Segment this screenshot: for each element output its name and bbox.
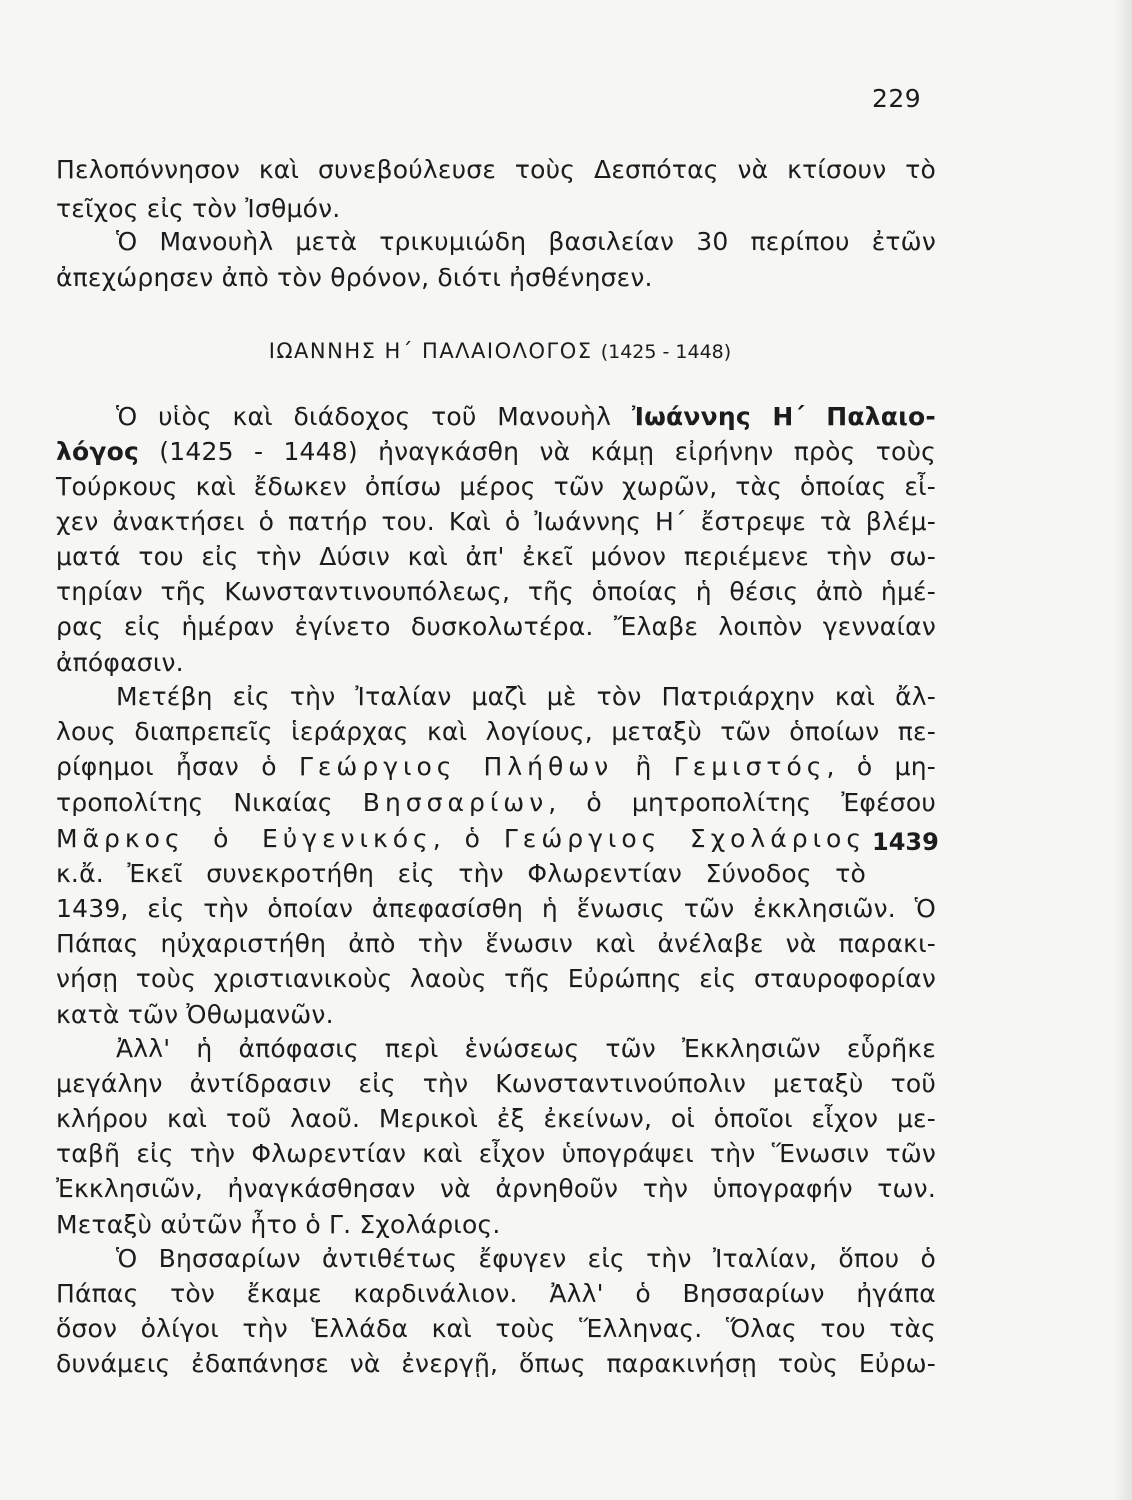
text-line: Πελοπόννησον καὶ συνεβούλευσε τοὺς Δεσπότας νὰ κτίσουν τὸ — [56, 155, 936, 184]
emphasized-name: λόγος — [56, 437, 140, 466]
text-span: (1425 - 1448) ἠναγκάσθη νὰ κάμῃ εἰρήνην πρὸς τοὺς — [139, 437, 936, 466]
text-line: ὅσον ὀλίγοι τὴν Ἑλλάδα καὶ τοὺς Ἕλληνας. Ὅλας του τὰς — [56, 1314, 936, 1343]
text-span: ρίφημοι ἦσαν ὁ — [56, 752, 299, 781]
text-line: ἀπόφασιν. — [56, 648, 184, 677]
text-line: ἀπεχώρησεν ἀπὸ τὸν θρόνον, διότι ἠσθένησεν. — [56, 263, 653, 292]
text-line: Ἐκκλησιῶν, ἠναγκάσθησαν νὰ ἀρνηθοῦν τὴν ὑπογραφήν των. — [56, 1174, 936, 1203]
text-line: Πάπας τὸν ἔκαμε καρδινάλιον. Ἀλλ' ὁ Βησσαρίων ἠγάπα — [56, 1279, 936, 1308]
text-line: Ὁ Βησσαρίων ἀντιθέτως ἔφυγεν εἰς τὴν Ἰταλίαν, ὅπου ὁ — [116, 1244, 936, 1273]
text-line — [56, 435, 936, 469]
text-span: , ὁ — [432, 824, 504, 853]
text-line: 1439, εἰς τὴν ὁποίαν ἀπεφασίσθη ἡ ἕνωσις τῶν ἐκκλησιῶν. Ὁ — [56, 894, 936, 923]
margin-year-note: 1439 — [872, 828, 939, 856]
text-span: ἢ — [613, 752, 674, 781]
heading-years: (1425 - 1448) — [600, 341, 732, 363]
heading-title: ΙΩΑΝΝΗΣ Η΄ ΠΑΛΑΙΟΛΟΓΟΣ — [268, 339, 593, 363]
text-line: δυνάμεις ἐδαπάνησε νὰ ἐνεργῇ, ὅπως παρακινήσῃ τοὺς Εὐρω- — [56, 1349, 936, 1378]
text-line: κ.ἄ. Ἐκεῖ συνεκροτήθη εἰς τὴν Φλωρεντίαν Σύνοδος τὸ — [56, 859, 866, 888]
scan-edge-shadow — [1114, 0, 1132, 1500]
emphasized-name: Βησσαρίων — [362, 788, 549, 817]
text-line: Μετέβη εἰς τὴν Ἰταλίαν μαζὶ μὲ τὸν Πατριάρχην καὶ ἄλ- — [116, 682, 936, 711]
text-line: νήσῃ τοὺς χριστιανικοὺς λαοὺς τῆς Εὐρώπης εἰς σταυροφορίαν — [56, 964, 936, 993]
text-line: τεῖχος εἰς τὸν Ἰσθμόν. — [56, 194, 341, 223]
text-line — [56, 786, 936, 820]
emphasized-name: Γεώργιος Πλήθων — [298, 752, 614, 781]
text-line: Πάπας ηὐχαριστήθη ἀπὸ τὴν ἕνωσιν καὶ ἀνέλαβε νὰ παρακι- — [56, 929, 936, 958]
text-line: ματά του εἰς τὴν Δύσιν καὶ ἀπ' ἐκεῖ μόνον περιέμενε τὴν σω- — [56, 542, 936, 571]
text-line — [116, 400, 936, 434]
text-line — [56, 822, 866, 856]
text-line: Τούρκους καὶ ἔδωκεν ὀπίσω μέρος τῶν χωρῶν, τὰς ὁποίας εἶ- — [56, 472, 936, 501]
text-line: ρας εἰς ἡμέραν ἐγίνετο δυσκολωτέρα. Ἔλαβε λοιπὸν γενναίαν — [56, 612, 936, 641]
page-number: 229 — [872, 84, 922, 113]
text-line: χεν ἀνακτήσει ὁ πατήρ του. Καὶ ὁ Ἰωάννης Η΄ ἔστρεψε τὰ βλέμ- — [56, 507, 936, 536]
text-line: μεγάλην ἀντίδρασιν εἰς τὴν Κωνσταντινούπολιν μεταξὺ τοῦ — [56, 1069, 936, 1098]
text-span: , ὁ μη- — [826, 752, 936, 781]
text-line: ταβῆ εἰς τὴν Φλωρεντίαν καὶ εἶχον ὑπογράψει τὴν Ἕνωσιν τῶν — [56, 1139, 936, 1168]
text-line: κλήρου καὶ τοῦ λαοῦ. Μερικοὶ ἐξ ἐκείνων, οἱ ὁποῖοι εἶχον με- — [56, 1104, 936, 1133]
text-span: τροπολίτης Νικαίας — [56, 788, 363, 817]
text-line: Μεταξὺ αὐτῶν ἦτο ὁ Γ. Σχολάριος. — [56, 1210, 501, 1239]
text-line: λους διαπρεπεῖς ἱεράρχας καὶ λογίους, μεταξὺ τῶν ὁποίων πε- — [56, 717, 936, 746]
emphasized-name: Μᾶρκος ὁ Εὐγενικός — [56, 824, 433, 853]
emphasized-name: Γεώργιος Σχολάριος — [503, 824, 866, 853]
section-heading — [0, 339, 1000, 363]
text-span: Ὁ υἱὸς καὶ διάδοχος τοῦ Μανουὴλ — [116, 402, 632, 431]
text-line: κατὰ τῶν Ὀθωμανῶν. — [56, 1000, 334, 1029]
emphasized-name: Ἰωάννης Η΄ Παλαιο- — [631, 402, 937, 431]
emphasized-name: Γεμιστός — [673, 752, 827, 781]
text-line: Ὁ Μανουὴλ μετὰ τρικυμιώδη βασιλείαν 30 περίπου ἐτῶν — [116, 227, 936, 256]
text-line: Ἀλλ' ἡ ἀπόφασις περὶ ἑνώσεως τῶν Ἐκκλησιῶν εὗρῆκε — [116, 1034, 936, 1063]
text-span: , ὁ μητροπολίτης Ἐφέσου — [548, 788, 936, 817]
text-line: τηρίαν τῆς Κωνσταντινουπόλεως, τῆς ὁποίας ἡ θέσις ἀπὸ ἡμέ- — [56, 577, 936, 606]
text-line — [56, 750, 936, 784]
